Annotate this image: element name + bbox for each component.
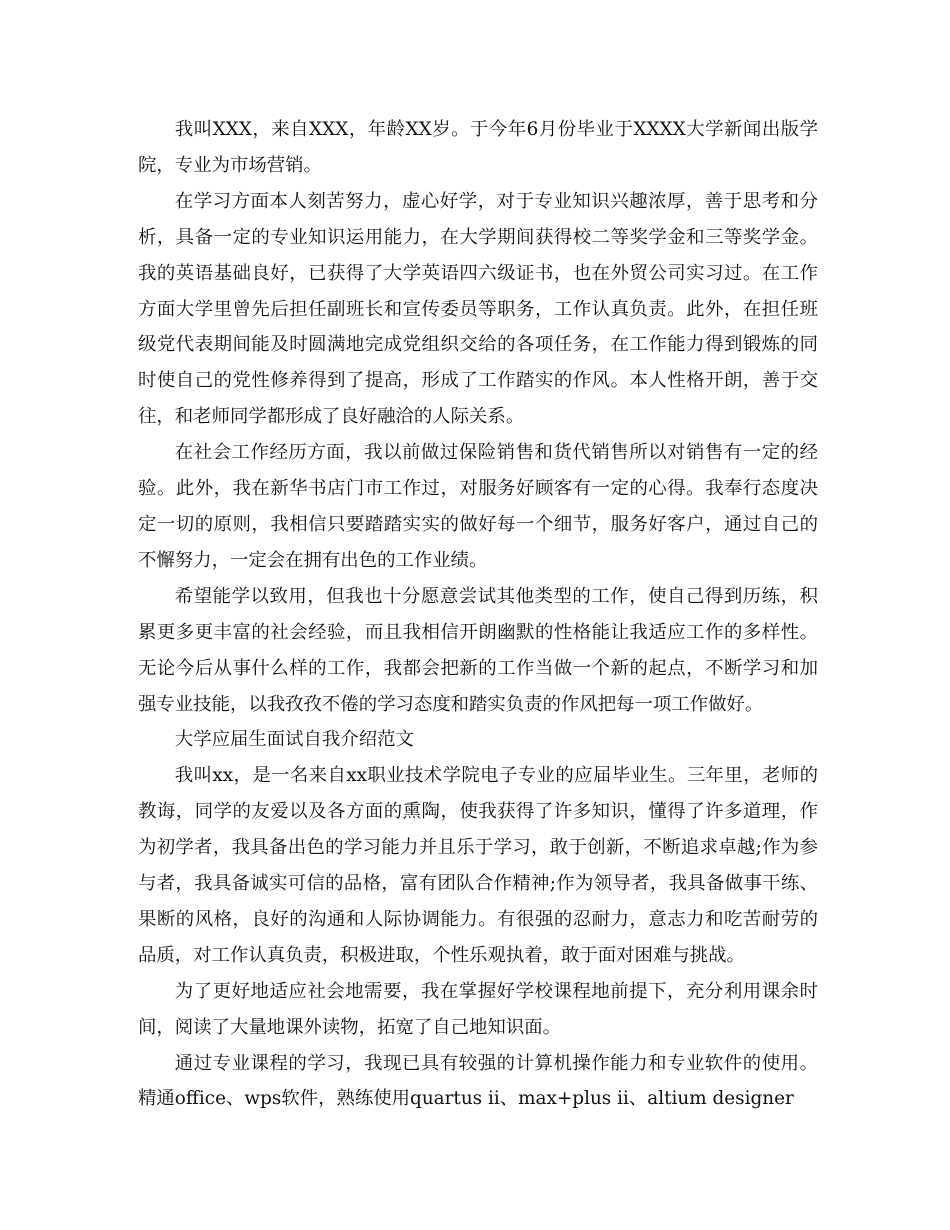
paragraph-hope: 希望能学以致用，但我也十分愿意尝试其他类型的工作，使自己得到历练，积累更多更丰富的社会经验，而且我相信开朗幽默的性格能让我适应工作的多样性。无论今后从事什么样的工作，我都会把新的工作当做一个新的起点，不断学习和加强专业技能，以我孜孜不倦的学习态度和踏实负责的作风把每一项工作做好。: [138, 585, 818, 715]
document-body: [138, 112, 818, 1117]
section-heading: 大学应届生面试自我介绍范文: [174, 729, 414, 751]
paragraph-adapt: 为了更好地适应社会地需要，我在掌握好学校课程地前提下，充分利用课余时间，阅读了大量地课外读物，拓宽了自己地知识面。: [138, 980, 818, 1038]
paragraph-intro: 我叫XXX，来自XXX，年龄XX岁。于今年6月份毕业于XXXX大学新闻出版学院，专业为市场营销。: [138, 119, 818, 176]
paragraph-study: 在学习方面本人刻苦努力，虚心好学，对于专业知识兴趣浓厚，善于思考和分析，具备一定的专业知识运用能力，在大学期间获得校二等奖学金和三等奖学金。我的英语基础良好，已获得了大学英语四六级证书，也在外贸公司实习过。在工作方面大学里曾先后担任副班长和宣传委员等职务，工作认真负责。此外，在担任班级党代表期间能及时圆满地完成党组织交给的各项任务，在工作能力得到锻炼的同时使自己的党性修养得到了提高，形成了工作踏实的作风。本人性格开朗，善于交往，和老师同学都形成了良好融洽的人际关系。: [138, 190, 818, 428]
paragraph-graduate-intro: 我叫xx，是一名来自xx职业技术学院电子专业的应届毕业生。三年里，老师的教诲，同学的友爱以及各方面的熏陶，使我获得了许多知识，懂得了许多道理，作为初学者，我具备出色的学习能力并且乐于学习，敢于创新，不断追求卓越;作为参与者，我具备诚实可信的品格，富有团队合作精神;作为领导者，我具备做事干练、果断的风格，良好的沟通和人际协调能力。有很强的忍耐力，意志力和吃苦耐劳的品质，对工作认真负责，积极进取，个性乐观执着，敢于面对困难与挑战。: [138, 765, 818, 966]
paragraph-skills: 通过专业课程的学习，我现已具有较强的计算机操作能力和专业软件的使用。精通office、wps软件，熟练使用quartus ii、max+plus ii、altium designer: [138, 1052, 818, 1110]
paragraph-social-work: 在社会工作经历方面，我以前做过保险销售和货代销售所以对销售有一定的经验。此外，我在新华书店门市工作过，对服务好顾客有一定的心得。我奉行态度决定一切的原则，我相信只要踏踏实实的做好每一个细节，服务好客户，通过自己的不懈努力，一定会在拥有出色的工作业绩。: [138, 442, 818, 571]
